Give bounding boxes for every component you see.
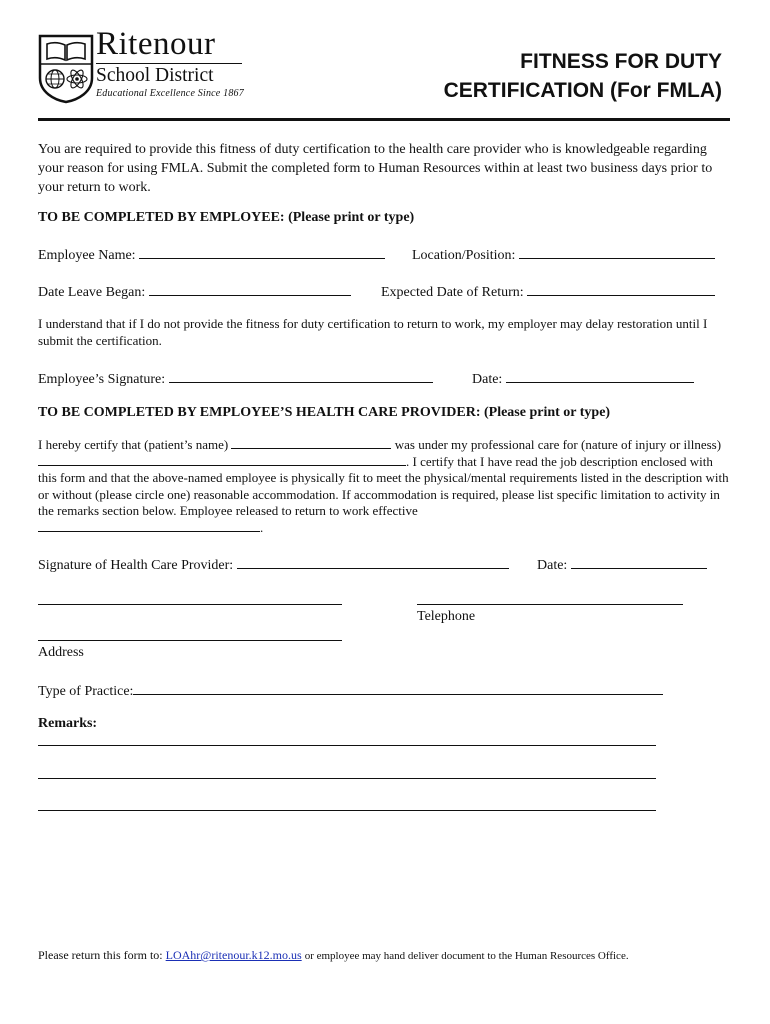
title-line2: CERTIFICATION (For FMLA)	[443, 79, 722, 102]
atom-icon	[67, 68, 87, 89]
provider-signature-field[interactable]	[38, 554, 509, 575]
logo-name-line1: Ritenour	[96, 26, 216, 62]
employee-signature-label: Employee’s Signature:	[38, 372, 166, 387]
logo-tagline: Educational Excellence Since 1867	[96, 88, 244, 99]
understand-statement: I understand that if I do not provide the fitness for duty certification to return to work, my employer may delay restoration until I submit the certification.	[38, 316, 708, 348]
employee-signature-field[interactable]	[38, 368, 433, 389]
title-line1: FITNESS FOR DUTY	[520, 50, 722, 73]
certify-part3: . I certify that I have read the job description enclosed with this form and that the above-named employee is physically fit to meet the physical/mental requirements listed in the description with or without (please circle one) reasonable accommodation. If accommodation is required, please list specific limitation to activity in the remarks section below. Employee released to return to work effective	[38, 453, 729, 518]
remarks-line-1[interactable]	[38, 745, 656, 746]
patient-name-blank[interactable]	[231, 437, 391, 449]
employee-name-field[interactable]	[38, 244, 385, 265]
intro-paragraph: You are required to provide this fitness of duty certification to the health care provider who is knowledgeable regarding your reason for using FMLA. Submit the completed form to Human Resources within at least two business days prior to your return to work.	[38, 142, 713, 195]
address-line[interactable]	[38, 640, 342, 641]
remarks-line-2[interactable]	[38, 778, 656, 779]
certify-part2: was under my professional care for (nature of injury or illness)	[394, 437, 722, 452]
provider-section-heading: TO BE COMPLETED BY EMPLOYEE’S HEALTH CARE PROVIDER: (Please print or type)	[38, 405, 611, 420]
employee-date-label: Date:	[472, 372, 503, 387]
nature-of-illness-blank[interactable]	[38, 454, 406, 466]
expected-return-label: Expected Date of Return:	[381, 285, 524, 300]
return-effective-date-blank[interactable]	[38, 520, 260, 532]
expected-return-field[interactable]	[381, 281, 715, 302]
globe-icon	[46, 70, 64, 88]
logo-divider	[96, 63, 242, 64]
employee-date-blank[interactable]	[506, 368, 694, 383]
logo-name-line2: School District	[96, 65, 214, 86]
type-of-practice-field[interactable]	[38, 680, 663, 701]
provider-signature-label: Signature of Health Care Provider:	[38, 558, 234, 573]
date-leave-began-field[interactable]	[38, 281, 351, 302]
type-of-practice-blank[interactable]	[133, 680, 663, 695]
location-position-blank[interactable]	[519, 244, 715, 259]
employee-section-heading: TO BE COMPLETED BY EMPLOYEE: (Please print or type)	[38, 210, 415, 225]
date-leave-began-label: Date Leave Began:	[38, 285, 146, 300]
provider-date-label: Date:	[537, 558, 568, 573]
footer-return-instructions	[38, 946, 629, 965]
hr-email-link[interactable]: LOAhr@ritenour.k12.mo.us	[165, 948, 302, 962]
address-label: Address	[38, 645, 84, 660]
employee-date-field[interactable]	[472, 368, 694, 389]
footer-suffix: or employee may hand deliver document to the Human Resources Office.	[304, 950, 629, 962]
provider-date-blank[interactable]	[571, 554, 707, 569]
footer-prefix: Please return this form to:	[38, 948, 163, 962]
employee-name-label: Employee Name:	[38, 248, 136, 263]
remarks-line-3[interactable]	[38, 810, 656, 811]
district-logo	[38, 34, 94, 104]
date-leave-began-blank[interactable]	[149, 281, 351, 296]
certify-part1: I hereby certify that (patient’s name)	[38, 437, 229, 452]
location-position-field[interactable]	[412, 244, 715, 265]
expected-return-blank[interactable]	[527, 281, 715, 296]
employee-name-blank[interactable]	[139, 244, 385, 259]
provider-certification-paragraph	[38, 437, 730, 536]
telephone-line[interactable]	[417, 604, 683, 605]
title-divider	[38, 118, 730, 121]
employee-signature-blank[interactable]	[169, 368, 433, 383]
location-position-label: Location/Position:	[412, 248, 516, 263]
provider-date-field[interactable]	[537, 554, 707, 575]
provider-name-line[interactable]	[38, 604, 342, 605]
type-of-practice-label: Type of Practice:	[38, 684, 134, 699]
page-title	[444, 47, 722, 105]
telephone-label: Telephone	[417, 609, 476, 624]
book-icon	[47, 43, 85, 60]
logo-shield-icon	[38, 34, 94, 104]
remarks-label: Remarks:	[38, 716, 98, 731]
certify-end: .	[260, 519, 264, 535]
provider-signature-blank[interactable]	[237, 554, 509, 569]
